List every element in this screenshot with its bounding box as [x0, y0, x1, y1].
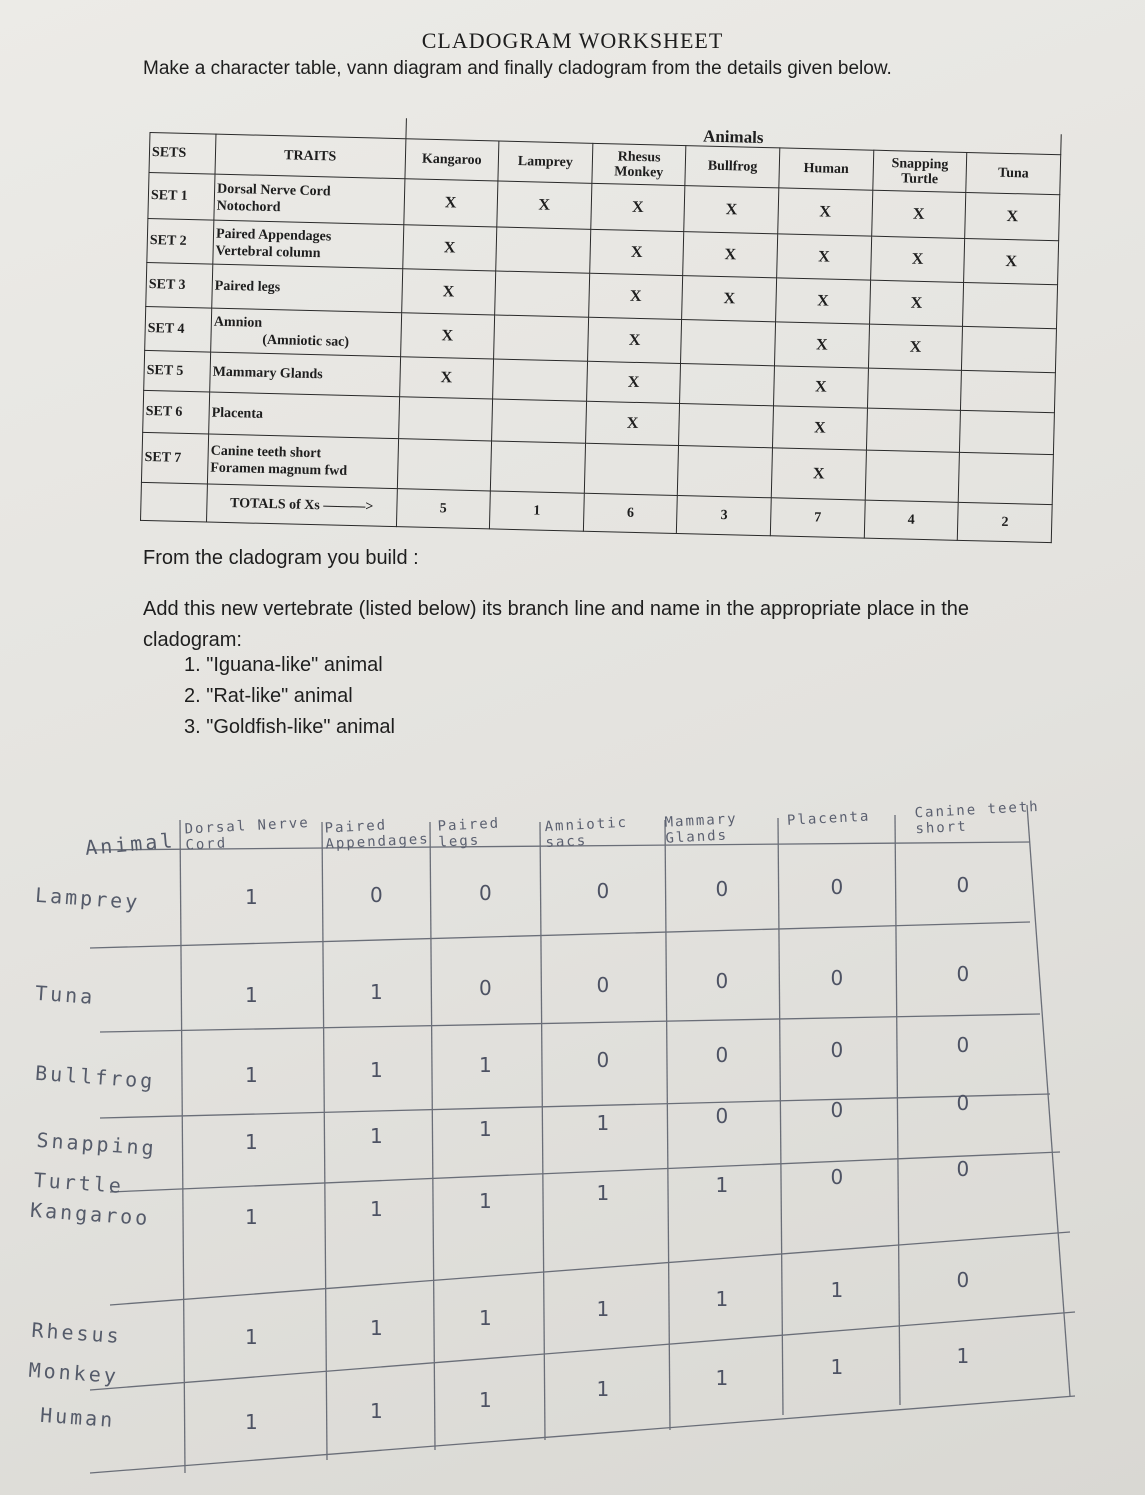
trait-mark: 0 [596, 972, 610, 997]
trait-mark: 1 [245, 983, 258, 1007]
trait-mark: 0 [370, 883, 383, 907]
total-cell: 5 [396, 489, 491, 529]
trait-mark: X [587, 317, 682, 363]
trait-mark: 0 [830, 875, 844, 899]
column-header: Paired legs [437, 815, 501, 851]
trait-cell [211, 308, 402, 357]
trait-mark [490, 441, 585, 493]
set-label: SET 6 [143, 390, 210, 434]
trait-mark: 1 [245, 1205, 258, 1229]
trait-cell [214, 174, 405, 225]
trait-mark: 1 [596, 1110, 610, 1135]
trait-label: Canine teeth short [210, 443, 322, 461]
trait-mark: X [585, 401, 680, 445]
column-header: Placenta [786, 808, 871, 829]
blank-cell [141, 482, 208, 522]
trait-mark: 1 [715, 1366, 729, 1390]
trait-label: Foramen magnum fwd [210, 460, 348, 479]
column-header: Dorsal Nerve Cord [184, 814, 311, 854]
trait-mark: X [965, 192, 1060, 240]
instructions: Make a character table, vann diagram and finally cladogram from the details given below. [143, 58, 892, 79]
trait-mark [681, 320, 776, 366]
trait-mark: 0 [956, 962, 970, 986]
trait-mark [679, 404, 774, 448]
trait-mark: 0 [479, 881, 492, 905]
animal-header: Snapping Turtle [873, 150, 968, 192]
question-intro: From the cladogram you build : [143, 547, 419, 569]
set-label: SET 7 [141, 432, 208, 484]
trait-mark: X [682, 276, 777, 322]
set-label: SET 3 [146, 262, 213, 308]
trait-mark [495, 271, 590, 317]
trait-mark: 1 [830, 1277, 844, 1302]
trait-mark [492, 399, 587, 443]
trait-label: Vertebral column [215, 243, 321, 261]
total-cell: 7 [770, 498, 865, 538]
trait-mark: 1 [370, 1315, 383, 1340]
animal-label: Lamprey [34, 882, 142, 915]
blank-header [150, 112, 216, 134]
animal-label: Tuna [34, 980, 97, 1009]
animal-label: Kangaroo [29, 1197, 152, 1231]
printed-table [140, 112, 1062, 543]
trait-mark: X [776, 278, 871, 324]
total-cell: 2 [958, 502, 1053, 542]
trait-mark: X [870, 236, 965, 282]
trait-mark: X [777, 234, 872, 280]
trait-cell [213, 220, 404, 269]
trait-mark: 0 [956, 873, 970, 897]
trait-mark: 1 [370, 1399, 383, 1423]
trait-mark: 0 [956, 1268, 970, 1292]
animal-header: Rhesus Monkey [592, 143, 687, 185]
trait-mark: 1 [715, 1287, 729, 1311]
trait-mark: 1 [245, 1410, 258, 1434]
trait-mark: 1 [245, 1325, 258, 1349]
trait-mark: X [778, 188, 873, 236]
trait-mark: 0 [830, 965, 844, 990]
trait-mark: X [684, 186, 779, 234]
trait-mark: X [773, 406, 868, 450]
trait-mark: 1 [596, 1377, 610, 1401]
trait-mark: 0 [596, 1048, 610, 1072]
trait-mark: 1 [479, 1388, 492, 1412]
trait-mark: X [403, 179, 498, 227]
trait-mark [398, 397, 493, 441]
trait-label: Mammary Glands [212, 364, 323, 383]
column-header: Canine teeth short [914, 798, 1041, 838]
question-item: 1. "Iguana-like" animal [184, 654, 383, 676]
question-text: Add this new vertebrate (listed below) its branch line and name in the appropriate place in the cladogram: [143, 598, 970, 651]
trait-mark: X [869, 280, 964, 326]
trait-mark [680, 364, 775, 406]
trait-mark: 1 [245, 1063, 258, 1087]
printed-character-table [140, 112, 1062, 536]
animal-header: Lamprey [498, 141, 593, 183]
set-label: SET 1 [148, 172, 215, 220]
printed-table-body [141, 172, 1059, 504]
trait-mark: 1 [956, 1344, 970, 1368]
set-label: SET 2 [147, 218, 214, 264]
trait-mark [962, 326, 1057, 372]
trait-mark: X [868, 324, 963, 370]
trait-mark: X [683, 232, 778, 278]
trait-mark [678, 446, 773, 498]
animal-header: Kangaroo [404, 139, 499, 181]
question-item: 2. "Rat-like" animal [184, 685, 353, 707]
corner-label: Animal [84, 828, 177, 860]
totals-label: TOTALS of Xs ———> [206, 484, 396, 527]
trait-mark: X [775, 322, 870, 368]
trait-mark: X [589, 229, 684, 275]
trait-mark [960, 410, 1055, 454]
animal-label: Bullfrog [34, 1060, 157, 1094]
trait-mark: 0 [715, 1104, 729, 1128]
trait-label: Dorsal Nerve Cord [216, 181, 331, 199]
animal-header: Tuna [966, 152, 1061, 194]
animal-label: Rhesus Monkey [27, 1317, 123, 1388]
trait-mark [584, 443, 679, 495]
trait-label: Paired legs [214, 278, 281, 296]
trait-mark: 0 [956, 1033, 970, 1057]
animal-label: Human [39, 1402, 117, 1432]
trait-mark [867, 368, 962, 410]
trait-mark: 0 [830, 1038, 844, 1062]
total-cell: 4 [864, 500, 959, 540]
question-list [184, 654, 395, 747]
trait-mark: 0 [830, 1165, 844, 1189]
trait-mark: 0 [596, 879, 610, 903]
trait-mark: 1 [370, 1123, 383, 1148]
trait-mark: 1 [715, 1173, 729, 1197]
trait-mark: 0 [479, 976, 492, 1000]
trait-mark: X [497, 181, 592, 229]
trait-mark: 0 [715, 877, 729, 901]
trait-mark [963, 282, 1058, 328]
trait-mark: 1 [245, 885, 258, 909]
trait-mark: X [400, 313, 495, 359]
sets-header: SETS [149, 133, 216, 175]
trait-mark: 1 [479, 1306, 492, 1330]
column-header: Paired Appendages [324, 817, 431, 853]
trait-mark: 1 [596, 1181, 610, 1205]
trait-mark: X [964, 238, 1059, 284]
trait-mark: 0 [830, 1097, 844, 1122]
column-header: Amniotic sacs [544, 814, 629, 852]
trait-mark: 1 [596, 1296, 610, 1321]
total-cell: 1 [490, 491, 585, 531]
set-label: SET 5 [144, 350, 211, 392]
trait-mark: X [401, 269, 496, 315]
page-title: CLADOGRAM WORKSHEET [421, 28, 724, 53]
animal-header: Bullfrog [685, 146, 780, 188]
trait-cell [209, 392, 399, 439]
trait-cell [212, 264, 403, 313]
trait-mark: X [402, 225, 497, 271]
trait-mark: X [588, 273, 683, 319]
trait-mark [494, 315, 589, 361]
trait-cell [207, 434, 398, 489]
trait-mark: 1 [370, 1058, 383, 1082]
trait-mark: 1 [479, 1189, 492, 1213]
trait-mark: 1 [245, 1130, 258, 1154]
animal-header: Human [779, 148, 874, 190]
trait-mark: 0 [956, 1091, 970, 1115]
trait-label: Notochord [216, 198, 281, 215]
trait-label: Paired Appendages [215, 226, 332, 244]
handwritten-grid [30, 800, 1100, 1490]
column-header: Mammary Glands [664, 810, 738, 847]
trait-mark: 1 [370, 1197, 383, 1221]
trait-mark: 0 [715, 969, 729, 993]
trait-mark [397, 439, 492, 491]
trait-mark: X [399, 357, 494, 399]
trait-mark: 0 [956, 1157, 970, 1181]
traits-header: TRAITS [215, 134, 405, 179]
question-item: 3. "Goldfish-like" animal [184, 716, 395, 738]
trait-mark [961, 370, 1056, 412]
trait-mark: 0 [715, 1043, 729, 1067]
trait-mark [866, 408, 961, 452]
trait-mark [496, 227, 591, 273]
trait-mark [865, 450, 960, 502]
total-cell: 6 [583, 493, 678, 533]
set-label: SET 4 [145, 306, 212, 352]
trait-label: Placenta [211, 405, 264, 422]
trait-mark: 1 [479, 1053, 492, 1077]
trait-mark: X [774, 366, 869, 408]
trait-mark: X [771, 448, 866, 500]
trait-mark: 1 [479, 1117, 492, 1141]
handwritten-character-table [27, 798, 1100, 1490]
trait-mark: 1 [830, 1355, 844, 1379]
animals-header: Animals [405, 118, 1061, 155]
trait-mark [493, 359, 588, 401]
animal-label: Snapping Turtle [32, 1127, 158, 1198]
trait-cell [210, 352, 400, 397]
trait-label: Amnion [213, 314, 263, 331]
trait-mark: X [591, 183, 686, 231]
trait-mark: 1 [370, 979, 383, 1004]
trait-label: (Amniotic sac) [262, 332, 350, 350]
trait-mark: X [586, 361, 681, 403]
total-cell: 3 [677, 496, 772, 536]
trait-mark: X [871, 190, 966, 238]
trait-mark [959, 452, 1054, 504]
